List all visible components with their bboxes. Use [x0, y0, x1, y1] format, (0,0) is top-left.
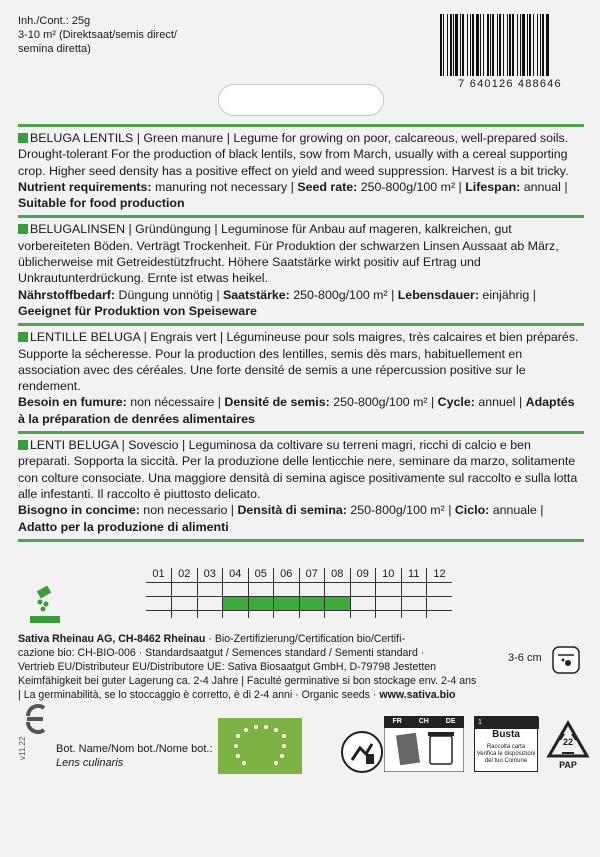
botanical-name	[56, 742, 213, 770]
suitability: Adatto per la produzione di alimenti	[18, 519, 229, 534]
calendar-cell	[223, 582, 249, 596]
calendar-sowing-cell	[376, 596, 402, 610]
green-square-icon	[18, 332, 28, 342]
nutrient-label: Nutrient requirements:	[18, 179, 152, 194]
busta-number: 1	[478, 719, 482, 726]
busta-line1: Raccolta carta	[486, 744, 526, 750]
calendar-cell	[274, 582, 300, 596]
barcode-bar	[512, 14, 514, 76]
content-weight: Inh./Cont.: 25g	[18, 15, 91, 27]
sowing-depth-icon	[552, 646, 580, 674]
lifespan-label: Ciclo:	[454, 503, 490, 518]
section-title: BELUGALINSEN	[30, 222, 126, 237]
barcode-bar	[497, 14, 498, 76]
section-title: LENTI BELUGA	[30, 438, 119, 453]
suitability: Adaptés à la préparation de denrées alimentaires	[18, 395, 575, 426]
calendar-sowing-cell	[274, 596, 300, 610]
company-line5: | La germinabilità, se lo stoccaggio è corretto, è di 2-4 anni · Organic seeds ·	[18, 689, 380, 701]
barcode-bar	[542, 14, 544, 76]
content-area: 3-10 m² (Direktsaat/semis direct/	[18, 29, 177, 41]
calendar-cell	[248, 582, 274, 596]
calendar-month-11: 11	[401, 568, 427, 582]
hang-hole	[218, 84, 384, 116]
section-it	[18, 434, 584, 542]
company-info	[18, 632, 478, 702]
calendar-month-02: 02	[172, 568, 198, 582]
sowing-depth: 3-6 cm	[508, 652, 542, 664]
calendar-cell	[197, 610, 223, 618]
barcode-bar	[487, 14, 489, 76]
calendar-month-04: 04	[223, 568, 249, 582]
barcode-bar	[460, 14, 461, 76]
barcode-bar	[440, 14, 442, 76]
calendar-sowing-cell	[427, 596, 453, 610]
sowing-calendar	[146, 568, 452, 618]
botanical-value: Lens culinaris	[56, 757, 124, 769]
barcode-bar	[455, 14, 458, 76]
barcode-bar	[462, 14, 464, 76]
calendar-month-12: 12	[427, 568, 453, 582]
barcode-bar	[476, 14, 479, 76]
suitability: Suitable for food production	[18, 196, 185, 211]
barcode-bar	[540, 14, 541, 76]
nutrient-label: Besoin en fumure:	[18, 395, 127, 410]
recycling-codes	[384, 716, 464, 772]
barcode-bar	[443, 14, 444, 76]
calendar-cell	[146, 610, 172, 618]
barcode-bar	[533, 14, 534, 76]
barcode-bar	[517, 14, 518, 76]
calendar-cell	[427, 610, 453, 618]
calendar-month-10: 10	[376, 568, 402, 582]
calendar-sowing-cell	[146, 596, 172, 610]
calendar-sowing-cell	[172, 596, 198, 610]
nutrient-value: non nécessaire |	[126, 395, 225, 410]
section-body: | Engrais vert | Légumineuse pour sols maigres, très calcaires et bien préparés. Supporte la sécheresse. Pour la production des lentilles, semis dès mars, habituellement en association avec des céréales. Une forte densité de semis a une répercussion positive sur le rendement.	[18, 330, 579, 394]
section-title: BELUGA LENTILS	[30, 131, 134, 145]
content-info	[18, 14, 193, 56]
green-square-icon	[18, 133, 28, 143]
seed-rate-value: 250-800g/100 m² |	[346, 503, 455, 518]
barcode-bar	[503, 14, 504, 76]
barcode-bar	[450, 14, 452, 76]
section-en	[18, 124, 584, 218]
nutrient-label: Nährstoffbedarf:	[18, 287, 116, 302]
calendar-month-06: 06	[274, 568, 300, 582]
calendar-sowing-cell	[197, 596, 223, 610]
seed-rate-label: Densité de semis:	[224, 395, 330, 410]
eu-organic-leaf-icon	[218, 718, 302, 774]
calendar-cell	[427, 582, 453, 596]
calendar-cell	[350, 610, 376, 618]
seed-sowing-icon	[30, 586, 60, 626]
barcode-bar	[509, 14, 511, 76]
barcode-bar	[492, 14, 494, 76]
nutrient-value: non necessario |	[139, 503, 238, 518]
section-de	[18, 218, 584, 326]
calendar-sowing-cell	[350, 596, 376, 610]
barcode	[436, 14, 586, 94]
barcode-bar	[529, 14, 531, 76]
calendar-sowing-cell	[299, 596, 325, 610]
seed-rate-label: Saatstärke:	[223, 287, 290, 302]
company-name: Sativa Rheinau AG, CH-8462 Rheinau	[18, 633, 206, 645]
website-link[interactable]: www.sativa.bio	[379, 689, 456, 701]
barcode-bar	[467, 14, 468, 76]
calendar-sowing-cell	[223, 596, 249, 610]
code-de: DE	[445, 718, 456, 725]
calendar-cell	[299, 582, 325, 596]
code-fr: FR	[392, 718, 402, 725]
lifespan-value: annuale |	[489, 503, 544, 518]
section-title: LENTILLE BELUGA	[30, 330, 141, 345]
calendar-sowing-cell	[248, 596, 274, 610]
calendar-sowing-cell	[401, 596, 427, 610]
pap-recycling	[546, 720, 590, 772]
calendar-cell	[376, 610, 402, 618]
version-code: v11.22	[18, 736, 27, 760]
seed-rate-value: 250-800g/100 m² |	[329, 395, 438, 410]
calendar-cell	[325, 582, 351, 596]
calendar-cell	[223, 610, 249, 618]
calendar-sowing-cell	[325, 596, 351, 610]
calendar-cell	[274, 610, 300, 618]
seed-rate-label: Seed rate:	[297, 179, 358, 194]
botanical-label: Bot. Name/Nom bot./Nome bot.:	[56, 743, 213, 755]
section-body: | Sovescio | Leguminosa da coltivare su terreni magri, ricchi di calcio e ben preparati. Sopporta la siccità. Per la produzione delle lenticchie nere, seminare da marzo, solitamente con colture consociate. Una maggiore densità di semina agisce positivamente sul raccolto e sulla lotta alle infestanti. Il raccolto è piuttosto delicato.	[18, 438, 578, 501]
code-ch: CH	[418, 718, 429, 725]
calendar-cell	[172, 610, 198, 618]
suitability: Geeignet für Produktion von Speiseware	[18, 303, 257, 318]
content-area-cont: semina diretta)	[18, 43, 91, 55]
calendar-cell	[401, 582, 427, 596]
company-line2: cazione bio: CH-BIO-006 · Standardsaatgut / Semences standard / Sementi standard ·	[18, 647, 425, 659]
calendar-month-07: 07	[299, 568, 325, 582]
seed-rate-value: 250-800g/100 m² |	[289, 287, 398, 302]
barcode-bar	[490, 14, 491, 76]
calendar-cell	[401, 610, 427, 618]
barcode-bar	[527, 14, 528, 76]
calendar-month-08: 08	[325, 568, 351, 582]
busta-info	[474, 716, 538, 772]
calendar-cell	[172, 582, 198, 596]
calendar-cell	[350, 582, 376, 596]
company-line4: Keimfähigkeit bei guter Lagerung ca. 2-4 Jahre | Faculté germinative si bon stockage env. 2-4 ans	[18, 675, 477, 687]
calendar-cell	[146, 582, 172, 596]
barcode-number: 7 640126 488646	[458, 78, 562, 90]
calendar-month-09: 09	[350, 568, 376, 582]
nutrient-value: manuring not necessary |	[151, 179, 298, 194]
calendar-cell	[197, 582, 223, 596]
barcode-bar	[480, 14, 481, 76]
busta-label: Busta	[492, 729, 520, 740]
company-line1: · Bio-Zertifizierung/Certification bio/Certifi-	[205, 633, 405, 645]
barcode-bar	[470, 14, 471, 76]
description-sections	[18, 124, 584, 542]
calendar-cell	[376, 582, 402, 596]
busta-line3: del tuo Comune	[484, 758, 528, 764]
barcode-bar	[520, 14, 521, 76]
calendar-cell	[248, 610, 274, 618]
barcode-bar	[537, 14, 538, 76]
green-square-icon	[18, 440, 28, 450]
lifespan-value: einjährig |	[478, 287, 536, 302]
pap-number: 22	[562, 737, 573, 747]
barcode-bar	[499, 14, 501, 76]
calendar-cell	[299, 610, 325, 618]
section-fr	[18, 326, 584, 434]
barcode-bar	[483, 14, 484, 76]
calendar-cell	[325, 610, 351, 618]
barcode-bar	[522, 14, 525, 76]
dispose-properly-icon	[340, 730, 384, 774]
lifespan-label: Lifespan:	[465, 179, 521, 194]
barcode-bar	[546, 14, 549, 76]
calendar-month-03: 03	[197, 568, 223, 582]
calendar-month-01: 01	[146, 568, 172, 582]
barcode-bar	[472, 14, 474, 76]
company-line3: Vertrieb EU/Distributeur EU/Distributore UE: Sativa Biosaatgut GmbH, D-79798 Jestetten	[18, 661, 437, 673]
barcode-bar	[447, 14, 448, 76]
lifespan-label: Lebensdauer:	[397, 287, 479, 302]
green-square-icon	[18, 224, 28, 234]
nutrient-value: Düngung unnötig |	[115, 287, 223, 302]
lifespan-label: Cycle:	[437, 395, 475, 410]
calendar-month-05: 05	[248, 568, 274, 582]
busta-line2: Verifica le disposizioni	[476, 751, 536, 757]
nutrient-label: Bisogno in concime:	[18, 503, 140, 518]
lifespan-value: annual |	[520, 179, 568, 194]
lifespan-value: annuel |	[474, 395, 526, 410]
seed-rate-value: 250-800g/100 m² |	[357, 179, 466, 194]
pap-label: PAP	[559, 760, 577, 770]
barcode-bar	[507, 14, 508, 76]
section-body: | Gründüngung | Leguminose für Anbau auf mageren, kalkreichen, gut vorbereiteten Böden. Verträgt Trockenheit. Für Produktion der schwarzen Linsen Aussaat ab März, üblicherweise mit Getreidestützfrucht. Höhere Saatstärke wirkt positiv auf Ertrag und Unkrautunterdrückung. Ernte ist etwas heikel.	[18, 222, 559, 286]
section-body: | Green manure | Legume for growing on poor, calcareous, well-prepared soils. Drought-tolerant For the production of black lentils, sow from March, usually with a cereal supporting crop. Higher seed density has a positive effect on yield and weed suppression. Harvest is a bit tricky.	[18, 131, 569, 178]
seed-rate-label: Densità di semina:	[237, 503, 347, 518]
barcode-bar	[453, 14, 454, 76]
